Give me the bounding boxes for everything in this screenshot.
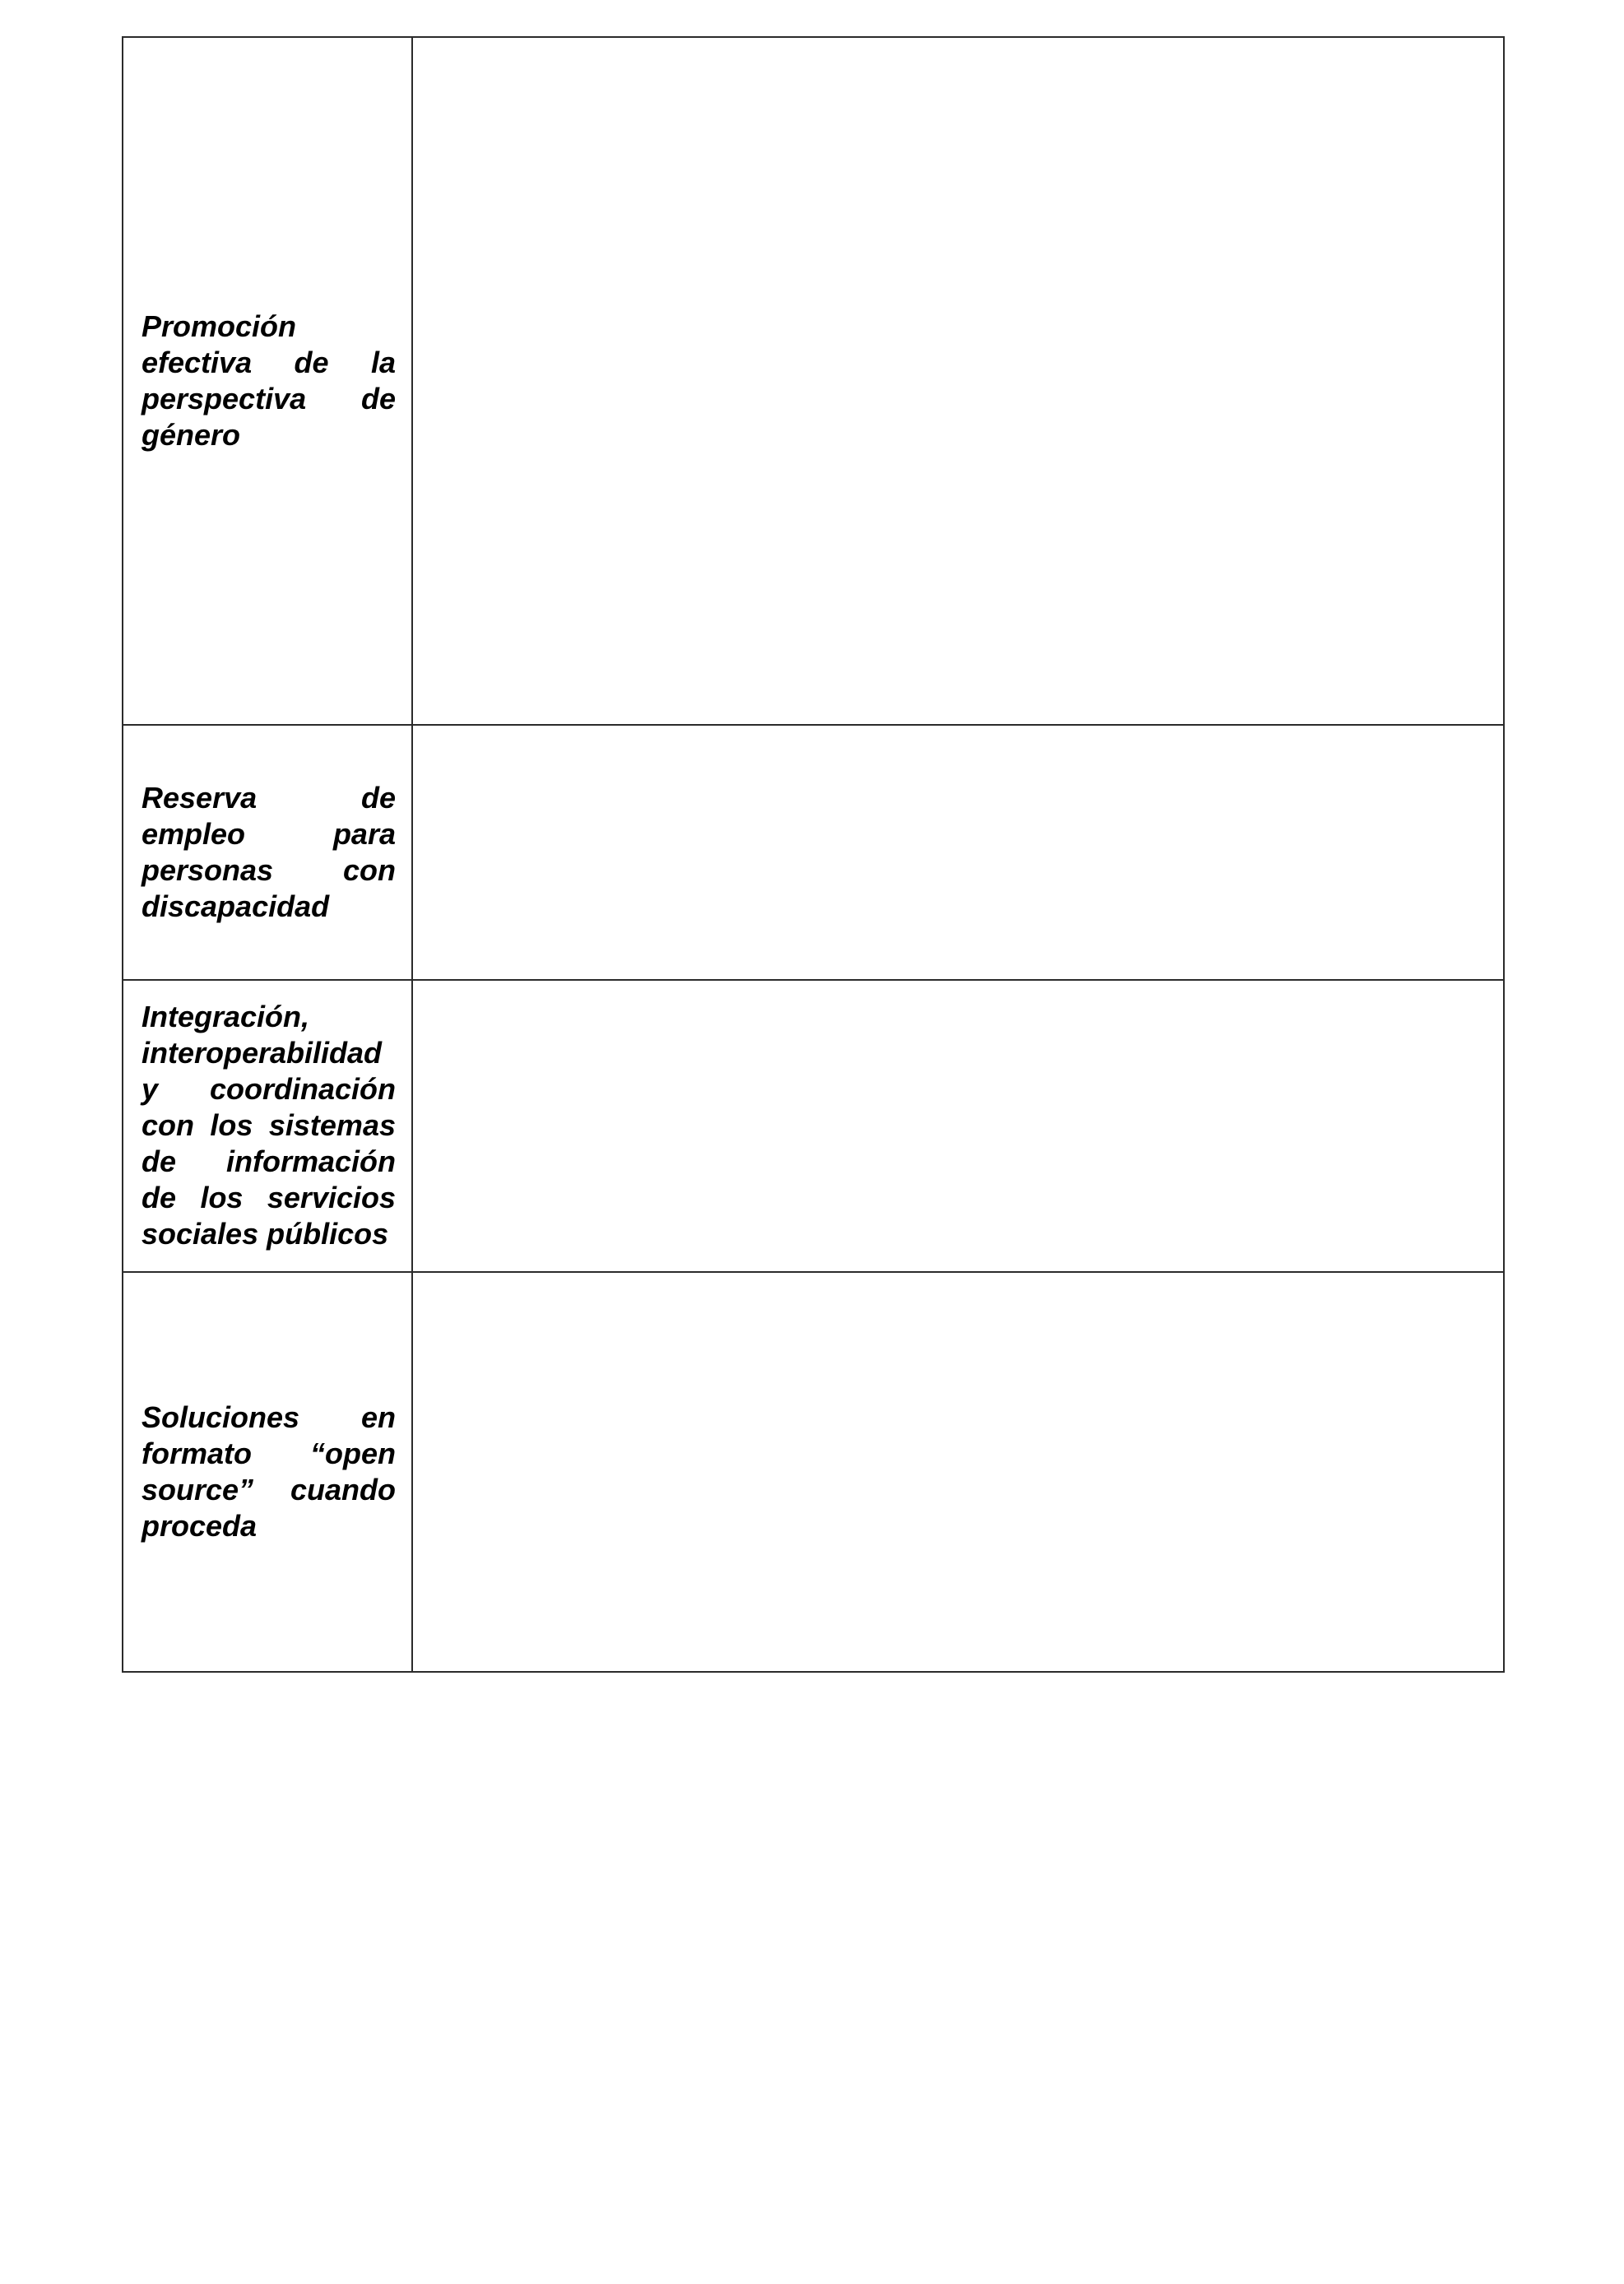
row-label-cell (123, 980, 412, 1272)
row-content-cell[interactable] (412, 1272, 1504, 1672)
row-label: Reserva de empleo para personas con discapacidad (142, 781, 396, 923)
row-content-cell[interactable] (412, 37, 1504, 725)
table-row (123, 1272, 1504, 1672)
row-label-cell (123, 725, 412, 980)
row-content-cell[interactable] (412, 725, 1504, 980)
row-label: Promoción efectiva de la perspectiva de género (142, 309, 396, 452)
table-row (123, 980, 1504, 1272)
row-label-cell (123, 37, 412, 725)
row-content-cell[interactable] (412, 980, 1504, 1272)
criteria-table (122, 36, 1505, 1673)
row-label: Integración, interoperabilidad y coordinación con los sistemas de información de los servicios sociales públicos (142, 999, 396, 1251)
table-row (123, 725, 1504, 980)
row-label-cell (123, 1272, 412, 1672)
table-row (123, 37, 1504, 725)
row-label: Soluciones en formato “open source” cuando proceda (142, 1400, 396, 1543)
